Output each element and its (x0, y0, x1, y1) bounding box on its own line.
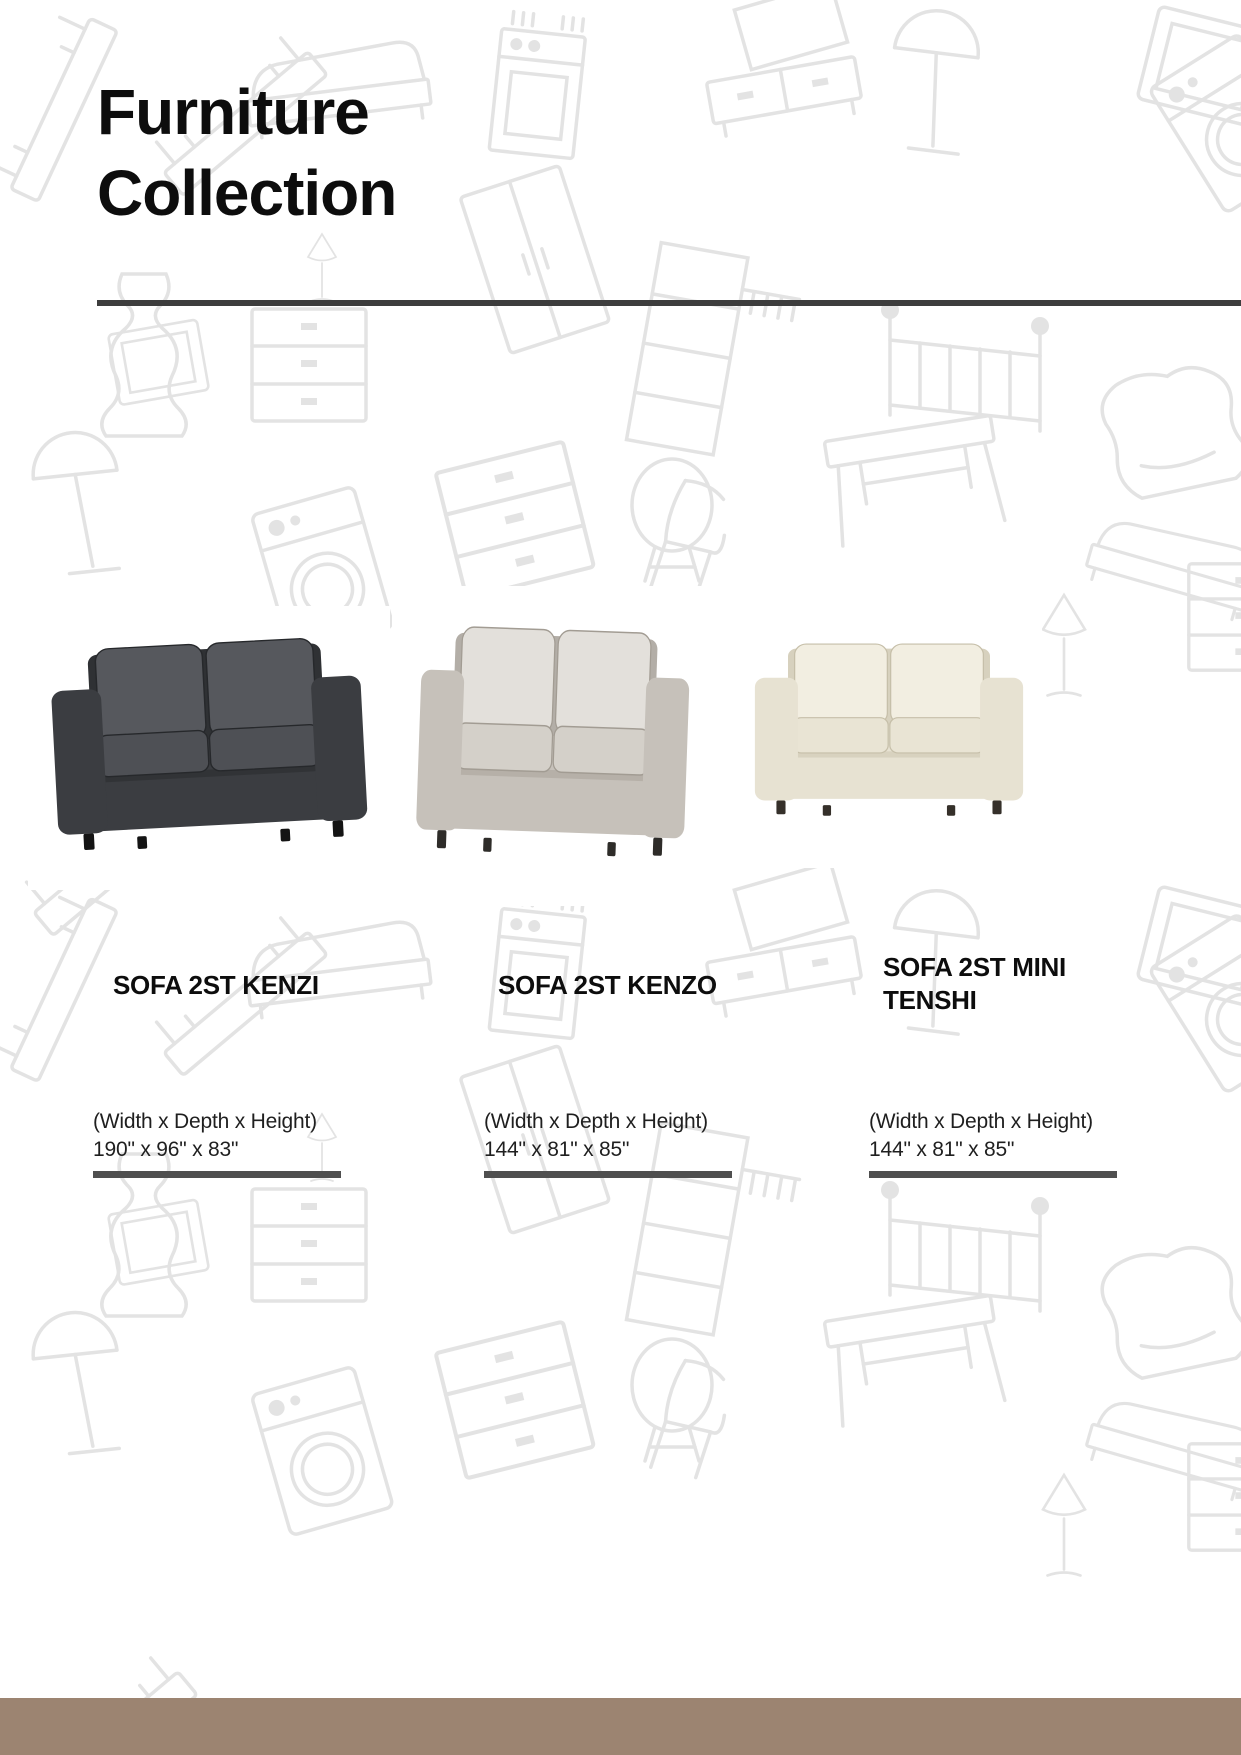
product-name-kenzi: SOFA 2ST KENZI (113, 970, 319, 1000)
dims-divider (484, 1171, 732, 1178)
title-divider (97, 300, 1241, 306)
product-photo-kenzi (28, 606, 390, 890)
product-name-kenzo: SOFA 2ST KENZO (498, 970, 717, 1000)
product-dimensions-kenzi (93, 1108, 341, 1178)
product-dims-label: (Width x Depth x Height) (484, 1110, 708, 1133)
product-photo-kenzo (392, 586, 714, 906)
sofa-illustration (740, 618, 1038, 848)
product-dimensions-mini-tenshi (869, 1108, 1117, 1178)
product-dims-label: (Width x Depth x Height) (869, 1110, 1093, 1133)
product-dimensions-kenzo (484, 1108, 732, 1178)
product-dims-label: (Width x Depth x Height) (93, 1110, 317, 1133)
product-photo-mini-tenshi (736, 598, 1042, 868)
product-dims-value: 190" x 96" x 83" (93, 1138, 239, 1161)
product-name-mini-tenshi: SOFA 2ST MINI TENSHI (883, 952, 1066, 1015)
dims-divider (93, 1171, 341, 1178)
product-dims-value: 144" x 81" x 85" (869, 1138, 1015, 1161)
page-title: Furniture Collection (97, 76, 397, 229)
dims-divider (869, 1171, 1117, 1178)
sofa-illustration (30, 604, 388, 892)
footer-bar (0, 1698, 1241, 1755)
sofa-illustration (399, 591, 707, 901)
product-dims-value: 144" x 81" x 85" (484, 1138, 630, 1161)
